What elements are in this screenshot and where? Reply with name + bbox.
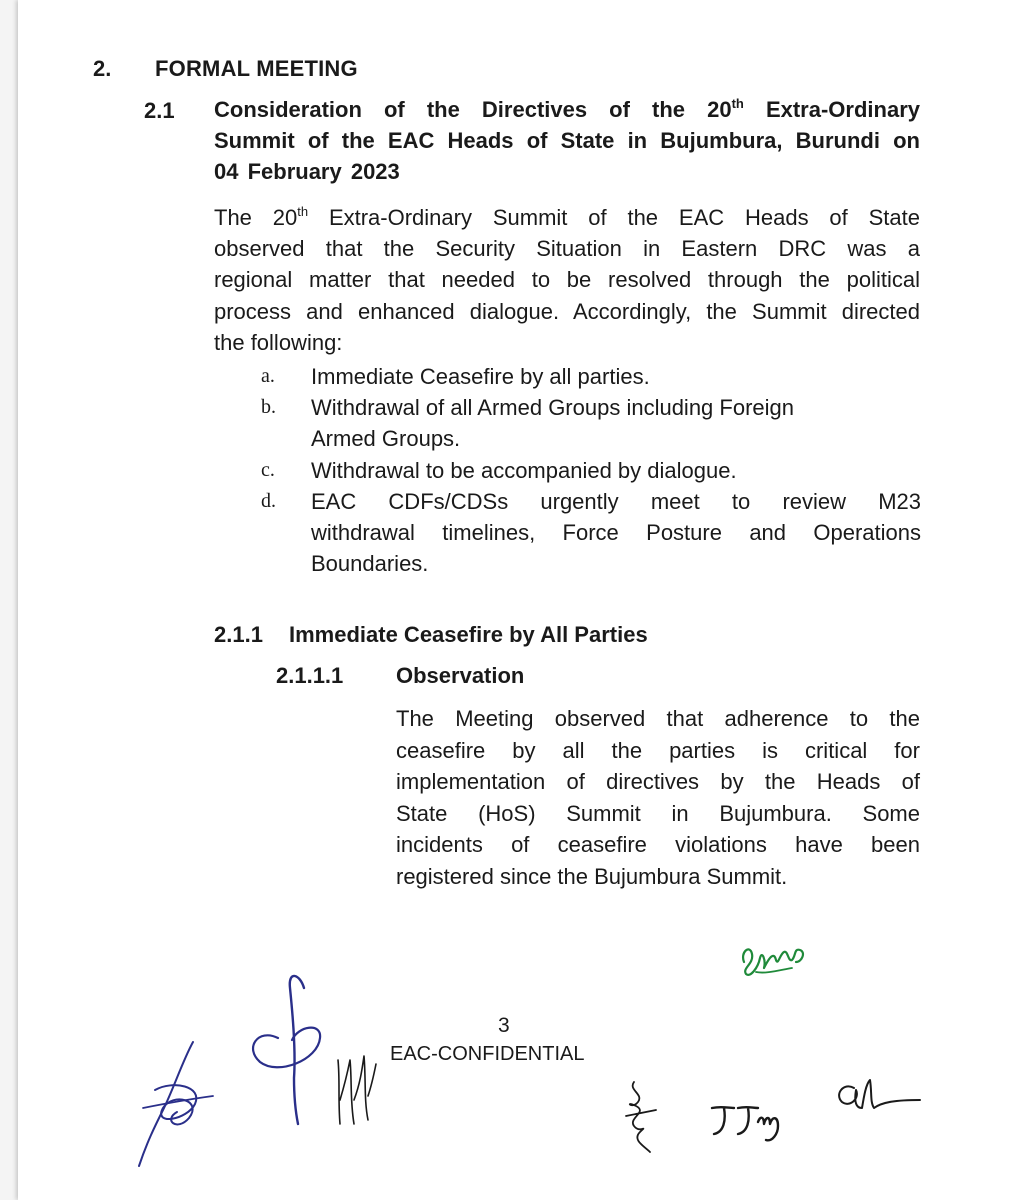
observation-line: State (HoS) Summit in Bujumbura. Some — [396, 800, 920, 826]
observation-title: Observation — [396, 663, 525, 688]
observation-line: The Meeting observed that adherence to the — [396, 706, 920, 731]
signature-green — [736, 932, 816, 982]
signature-black-3 — [708, 1098, 808, 1148]
list-marker: a. — [261, 365, 275, 387]
observation-paragraph — [396, 703, 920, 892]
list-item: c. Withdrawal to be accompanied by dialogue. — [261, 455, 921, 486]
list-item: a. Immediate Ceasefire by all parties. — [261, 361, 921, 392]
paragraph-line: observed that the Security Situation in Eastern DRC was a — [214, 236, 920, 262]
summit-paragraph — [214, 202, 920, 358]
list-item: d. EAC CDFs/CDSs urgently meet to review M23 withdrawal timelines, Force Posture and Operations Boundaries. — [261, 486, 921, 580]
paragraph-line: regional matter that needed to be resolved through the political — [214, 267, 920, 293]
subsection-title — [214, 94, 920, 187]
section-number: 2. — [93, 56, 112, 81]
subsection-number: 2.1 — [144, 98, 175, 123]
subsubsection-number: 2.1.1 — [214, 622, 263, 647]
observation-number: 2.1.1.1 — [276, 663, 344, 688]
paragraph-line: process and enhanced dialogue. Accordingly, the Summit directed — [214, 298, 920, 324]
section-title: FORMAL MEETING — [155, 56, 358, 81]
list-marker: d. — [261, 489, 276, 512]
observation-line: incidents of ceasefire violations have been — [396, 832, 920, 857]
list-marker: b. — [261, 396, 276, 419]
list-marker: c. — [261, 458, 275, 481]
observation-line: ceasefire by all the parties is critical for — [396, 737, 920, 763]
signature-black-1 — [330, 1040, 380, 1130]
page-number: 3 — [498, 1014, 510, 1037]
signature-blue-2 — [238, 968, 328, 1128]
subsection-title-line: Summit of the EAC Heads of State in Bujumbura, Burundi on — [214, 128, 920, 153]
observation-line: registered since the Bujumbura Summit. — [396, 863, 788, 889]
document-page — [18, 0, 1029, 1200]
list-item: b. Withdrawal of all Armed Groups including Foreign Armed Groups. — [261, 392, 921, 454]
signature-black-2 — [614, 1076, 664, 1156]
signature-blue-1 — [133, 1030, 223, 1170]
confidential-label: EAC-CONFIDENTIAL — [390, 1043, 585, 1065]
directives-list — [261, 361, 921, 579]
subsubsection-title: Immediate Ceasefire by All Parties — [289, 622, 648, 647]
subsection-title-line: 04 February 2023 — [214, 159, 400, 184]
subsection-title-line: Consideration of the Directives of the 20th Extra-Ordinary — [214, 96, 920, 122]
signature-black-4 — [826, 1072, 926, 1122]
paragraph-line: The 20th Extra-Ordinary Summit of the EAC Heads of State — [214, 204, 921, 230]
observation-line: implementation of directives by the Heads of — [396, 769, 920, 794]
paragraph-line: the following: — [214, 329, 343, 355]
